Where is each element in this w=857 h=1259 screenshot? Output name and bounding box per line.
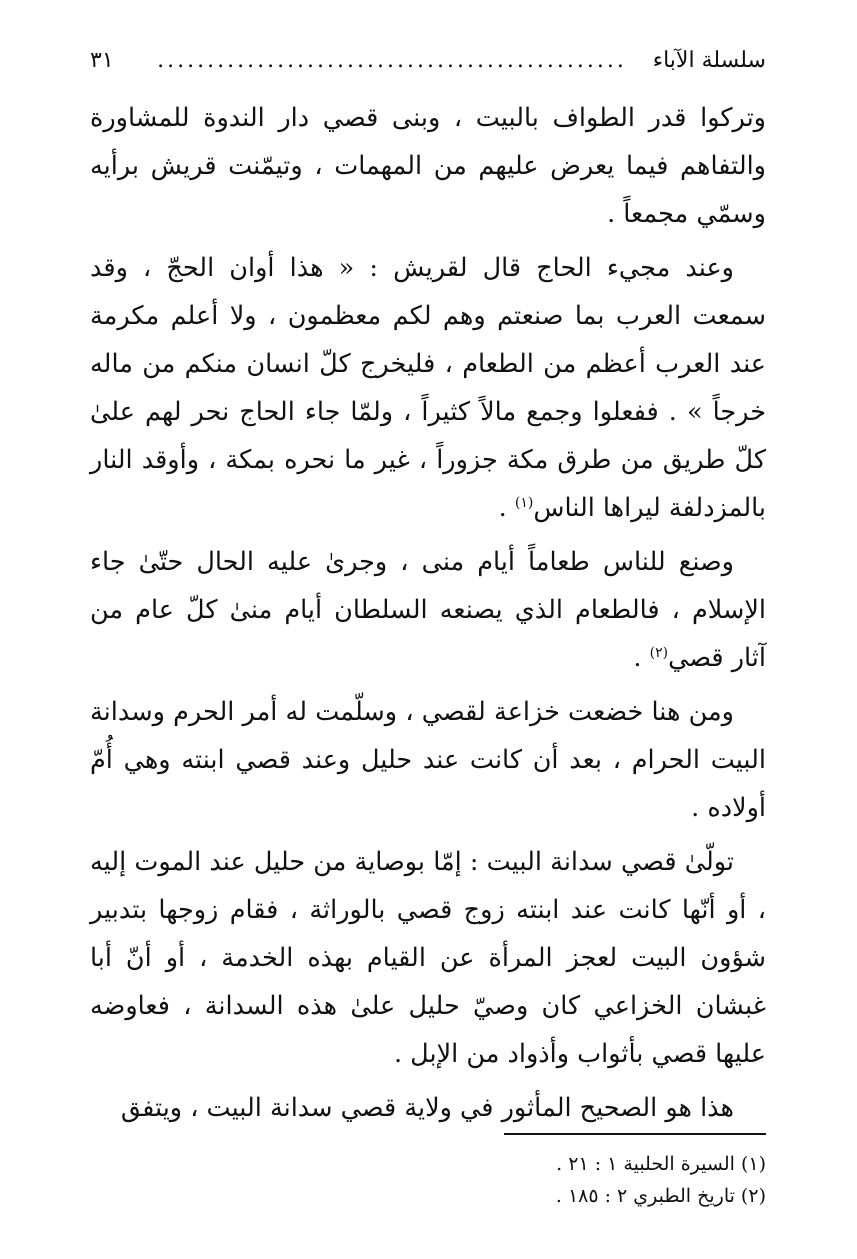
paragraph-text: وصنع للناس طعاماً أيام منى ، وجرىٰ عليه الحال حتّىٰ جاء الإسلام ، فالطعام الذي يصنعه السلطان أيام منىٰ كلّ عام من آثار قصي: [90, 547, 766, 673]
book-page: [90, 40, 766, 1240]
paragraph-text: تولّىٰ قصي سدانة البيت : إمّا بوصاية من حليل عند الموت إليه ، أو أنّها كانت عند ابنته زوج قصي بالوراثة ، فقام زوجها بتدبير شؤون البيت لعجز المرأة عن القيام بهذه الخدمة ، أو أنّ أبا غبشان الخزاعي كان وصيّ حليل علىٰ هذه السدانة ، فعاوضه عليها قصي بأثواب وأذواد من الإبل .: [90, 847, 766, 1069]
footnote-reference[interactable]: (١): [514, 495, 534, 511]
paragraph: [90, 688, 766, 832]
paragraph: [90, 244, 766, 532]
footnotes: [266, 1148, 766, 1212]
paragraph: [90, 538, 766, 682]
page-number: ٣١: [90, 48, 114, 73]
paragraph: [90, 1084, 766, 1132]
paragraph-end: .: [633, 643, 650, 673]
paragraph-text: هذا هو الصحيح المأثور في ولاية قصي سدانة البيت ، ويتفق: [120, 1093, 734, 1123]
body-text: [90, 94, 766, 1132]
footnote-separator: [504, 1133, 766, 1135]
paragraph-text: وتركوا قدر الطواف بالبيت ، وبنى قصي دار الندوة للمشاورة والتفاهم فيما يعرض عليهم من المهمات ، وتيمّنت قريش برأيه وسمّي مجمعاً .: [90, 103, 766, 229]
paragraph-text: وعند مجيء الحاج قال لقريش : « هذا أوان الحجّ ، وقد سمعت العرب بما صنعتم وهم لكم معظمون ، ولا أعلم مكرمة عند العرب أعظم من الطعام ، فليخرج كلّ انسان منكم من ماله خرجاً » . ففعلوا وجمع مالاً كثيراً ، ولمّا جاء الحاج نحر لهم علىٰ كلّ طريق من طرق مكة جزوراً ، غير ما نحره بمكة ، وأوقد النار بالمزدلفة ليراها الناس: [90, 253, 766, 523]
running-title: سلسلة الآباء: [652, 48, 766, 73]
footnote-reference[interactable]: (٢): [649, 645, 669, 661]
footnote-item: (١) السيرة الحلبية ١ : ٢١ .: [556, 1153, 766, 1175]
paragraph: [90, 94, 766, 238]
paragraph-end: .: [498, 493, 515, 523]
paragraph: [90, 838, 766, 1078]
running-header: [90, 40, 766, 82]
leader-dots: ...............................................: [157, 48, 627, 73]
footnote-item: (٢) تاريخ الطبري ٢ : ١٨٥ .: [555, 1185, 766, 1207]
paragraph-text: ومن هنا خضعت خزاعة لقصي ، وسلّمت له أمر الحرم وسدانة البيت الحرام ، بعد أن كانت عند حليل وعند قصي ابنته وهي أُمّ أولاده .: [90, 697, 766, 823]
